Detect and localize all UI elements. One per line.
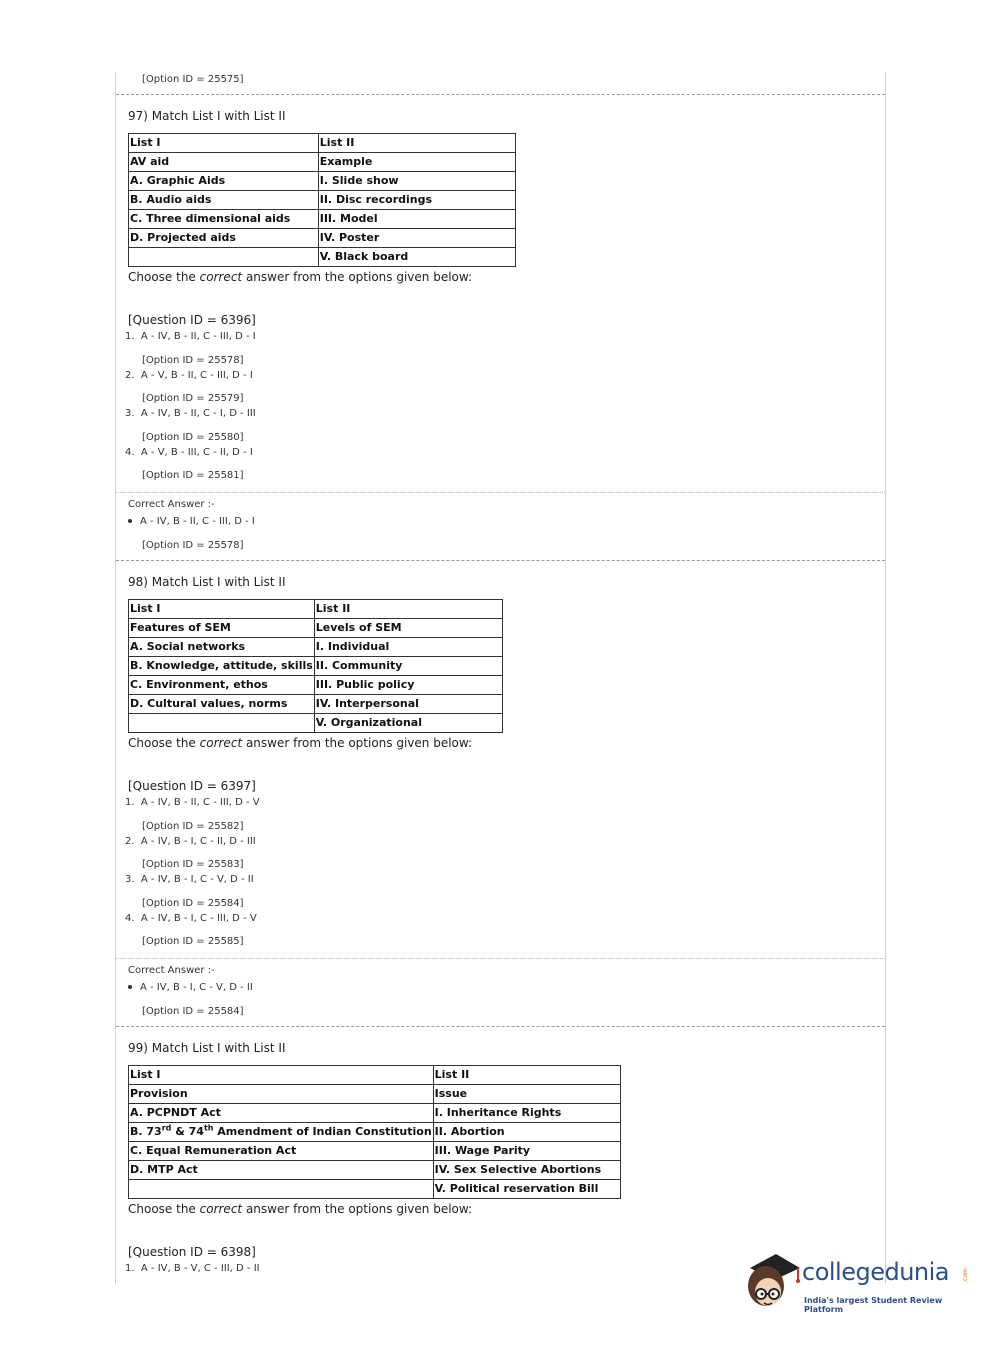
question-divider [116,560,885,561]
option-id: [Option ID = 25575] [142,74,244,85]
option-id: [Option ID = 25582] [142,821,244,832]
table-row [129,619,503,638]
table-cell: II. Community [314,657,502,676]
table-row [129,153,516,172]
question-id: [Question ID = 6398] [128,1245,256,1259]
table-cell: I. Slide show [318,172,515,191]
option-item: 2. A - IV, B - I, C - II, D - III [125,836,256,847]
option-item: 3. A - IV, B - I, C - V, D - II [125,874,254,885]
question-title: 97) Match List I with List II [128,109,286,123]
option-id: [Option ID = 25578] [142,540,244,551]
option-id: [Option ID = 25583] [142,859,244,870]
table-cell: List II [314,600,502,619]
table-row [129,1161,621,1180]
table-cell: List I [129,600,315,619]
table-cell: List I [129,1066,434,1085]
option-item: 4. A - V, B - III, C - II, D - I [125,447,253,458]
option-item: 1. A - IV, B - II, C - III, D - I [125,331,256,342]
table-cell: Provision [129,1085,434,1104]
instruction-text: Choose the correct answer from the options given below: [128,1202,473,1216]
table-cell: AV aid [129,153,319,172]
instruction-text: Choose the correct answer from the options given below: [128,270,473,284]
table-cell: A. Social networks [129,638,315,657]
option-id: [Option ID = 25584] [142,1006,244,1017]
question-title: 98) Match List I with List II [128,575,286,589]
option-id: [Option ID = 25580] [142,432,244,443]
option-id: [Option ID = 25581] [142,470,244,481]
table-row [129,1066,621,1085]
table-cell: IV. Interpersonal [314,695,502,714]
option-id: [Option ID = 25585] [142,936,244,947]
table-cell: II. Disc recordings [318,191,515,210]
table-cell: II. Abortion [433,1123,620,1142]
table-row [129,1104,621,1123]
table-cell: Issue [433,1085,620,1104]
table-row [129,248,516,267]
table-cell: D. Cultural values, norms [129,695,315,714]
table-cell: B. 73rd & 74th Amendment of Indian Constitution [129,1123,434,1142]
instruction-text: Choose the correct answer from the options given below: [128,736,473,750]
bullet-icon [128,985,132,989]
table-row [129,229,516,248]
option-id: [Option ID = 25579] [142,393,244,404]
table-row [129,172,516,191]
question-id: [Question ID = 6396] [128,313,256,327]
table-cell: V. Political reservation Bill [433,1180,620,1199]
table-row [129,1123,621,1142]
table-row [129,676,503,695]
question-divider [116,94,885,95]
table-cell [129,1180,434,1199]
match-table [128,133,516,267]
table-row [129,1180,621,1199]
logo-name: collegedunia [802,1258,950,1286]
table-cell: V. Black board [318,248,515,267]
table-cell: B. Audio aids [129,191,319,210]
document-page [115,72,886,1284]
table-row [129,191,516,210]
section-divider [116,492,885,493]
table-cell: I. Individual [314,638,502,657]
table-row [129,1085,621,1104]
question-divider [116,1026,885,1027]
option-item: 2. A - V, B - II, C - III, D - I [125,370,253,381]
table-row [129,600,503,619]
table-cell: III. Model [318,210,515,229]
table-cell: III. Public policy [314,676,502,695]
option-item: 3. A - IV, B - II, C - I, D - III [125,408,256,419]
table-cell: C. Environment, ethos [129,676,315,695]
table-cell: Example [318,153,515,172]
option-id: [Option ID = 25584] [142,898,244,909]
section-divider [116,958,885,959]
table-cell: C. Equal Remuneration Act [129,1142,434,1161]
match-table [128,599,503,733]
option-item: 4. A - IV, B - I, C - III, D - V [125,913,257,924]
table-cell [129,714,315,733]
table-cell: D. MTP Act [129,1161,434,1180]
question-title: 99) Match List I with List II [128,1041,286,1055]
table-cell: D. Projected aids [129,229,319,248]
table-cell: IV. Sex Selective Abortions [433,1161,620,1180]
table-cell: A. Graphic Aids [129,172,319,191]
table-row [129,638,503,657]
table-cell [129,248,319,267]
question-id: [Question ID = 6397] [128,779,256,793]
option-id: [Option ID = 25578] [142,355,244,366]
table-cell: List II [433,1066,620,1085]
correct-answer-label: Correct Answer :- [128,965,215,976]
table-cell: Levels of SEM [314,619,502,638]
logo-tagline: India's largest Student Review Platform [804,1296,943,1314]
collegedunia-logo [740,1248,970,1318]
table-cell: I. Inheritance Rights [433,1104,620,1123]
table-cell: Features of SEM [129,619,315,638]
table-cell: C. Three dimensional aids [129,210,319,229]
correct-answer: A - IV, B - I, C - V, D - II [128,982,253,993]
table-cell: IV. Poster [318,229,515,248]
table-cell: List II [318,134,515,153]
table-row [129,657,503,676]
table-cell: List I [129,134,319,153]
table-cell: B. Knowledge, attitude, skills [129,657,315,676]
correct-answer-label: Correct Answer :- [128,499,215,510]
table-row [129,714,503,733]
table-cell: III. Wage Parity [433,1142,620,1161]
table-cell: A. PCPNDT Act [129,1104,434,1123]
match-table [128,1065,621,1199]
table-row [129,210,516,229]
table-cell: V. Organizational [314,714,502,733]
table-row [129,134,516,153]
mascot-icon [740,1250,802,1312]
correct-answer: A - IV, B - II, C - III, D - I [128,516,255,527]
logo-domain: .com [961,1268,969,1283]
table-row [129,695,503,714]
table-row [129,1142,621,1161]
bullet-icon [128,519,132,523]
option-item: 1. A - IV, B - II, C - III, D - V [125,797,260,808]
option-item: 1. A - IV, B - V, C - III, D - II [125,1263,260,1274]
